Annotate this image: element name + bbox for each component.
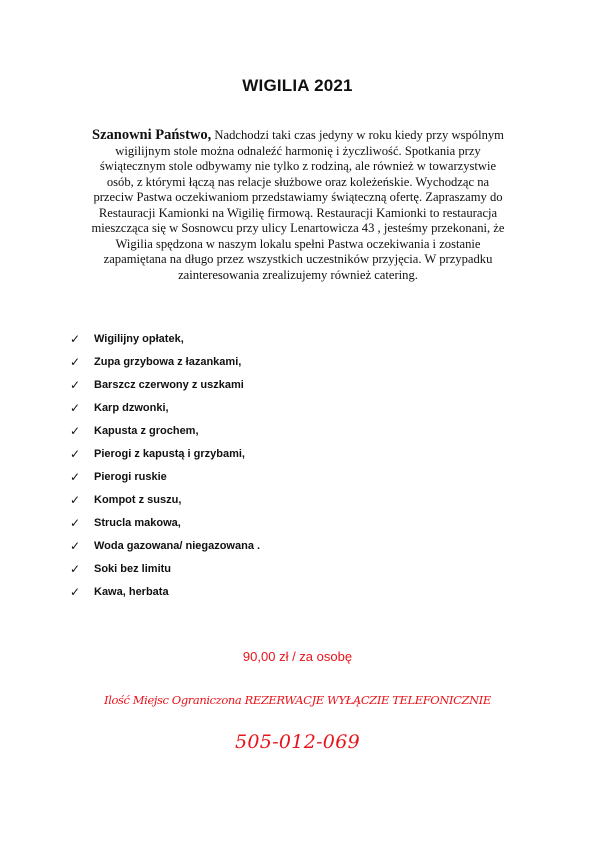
menu-item-label: Wigilijny opłatek, (94, 333, 184, 345)
list-item (70, 470, 260, 493)
phone-number: 505-012-069 (235, 731, 360, 753)
reservation-note: Ilość Miejsc Ograniczona REZERWACJE WYŁĄCZIE TELEFONICZNIE (104, 693, 491, 707)
menu-item-label: Karp dzwonki, (94, 402, 169, 414)
check-mark-icon: ✓ (70, 447, 81, 461)
check-mark-icon: ✓ (70, 332, 81, 346)
menu-item-label: Kompot z suszu, (94, 494, 182, 506)
list-item (70, 516, 260, 539)
check-mark-icon: ✓ (70, 585, 81, 599)
menu-item-label: Kawa, herbata (94, 586, 169, 598)
check-mark-icon: ✓ (70, 562, 81, 576)
list-item (70, 378, 260, 401)
list-item (70, 447, 260, 470)
menu-item-label: Soki bez limitu (94, 563, 172, 575)
menu-item-label: Pierogi z kapustą i grzybami, (94, 448, 245, 460)
menu-item-label: Barszcz czerwony z uszkami (94, 379, 244, 391)
check-mark-icon: ✓ (70, 424, 81, 438)
menu-item-label: Kapusta z grochem, (94, 425, 199, 437)
menu-item-label: Strucla makowa, (94, 517, 181, 529)
check-mark-icon: ✓ (70, 516, 81, 530)
list-item (70, 585, 260, 608)
price-per-person: 90,00 zł / za osobę (242, 649, 353, 664)
list-item (70, 355, 260, 378)
intro-body: Nadchodzi taki czas jedyny w roku kiedy przy wspólnym wigilijnym stole można odnaleźć harmonię i życzliwość. Spotkania przy świątecznym stole odbywamy nie tylko z rodziną, ale również w towarzystwie osób, z którymi łączą nas relacje służbowe oraz koleżeńskie. Wychodząc na przeciw Pastwa oczekiwaniom przedstawiamy świąteczną ofertę. Zapraszamy do Restauracji Kamionki na Wigilię firmową. Restauracji Kamionki to restauracja mieszcząca się w Sosnowcu przy ulicy Lenartowicza 43 , jesteśmy przekonani, że Wigilia spędzona w naszym lokalu spełni Pastwa oczekiwania i zostanie zapamiętana na długo przez wszystkich uczestników przyjęcia. W przypadku zainteresowania zrealizujemy również catering. (91, 128, 505, 282)
list-item (70, 332, 260, 355)
check-mark-icon: ✓ (70, 355, 81, 369)
check-mark-icon: ✓ (70, 493, 81, 507)
check-mark-icon: ✓ (70, 378, 81, 392)
intro-paragraph (88, 128, 508, 283)
menu-item-label: Pierogi ruskie (94, 471, 167, 483)
menu-list (70, 332, 260, 608)
check-mark-icon: ✓ (70, 401, 81, 415)
page-title: WIGILIA 2021 (242, 76, 353, 95)
intro-greeting: Szanowni Państwo, (92, 127, 212, 143)
list-item (70, 539, 260, 562)
list-item (70, 562, 260, 585)
check-mark-icon: ✓ (70, 470, 81, 484)
menu-item-label: Zupa grzybowa z łazankami, (94, 356, 242, 368)
menu-item-label: Woda gazowana/ niegazowana . (94, 540, 261, 552)
list-item (70, 401, 260, 424)
list-item (70, 493, 260, 516)
check-mark-icon: ✓ (70, 539, 81, 553)
list-item (70, 424, 260, 447)
